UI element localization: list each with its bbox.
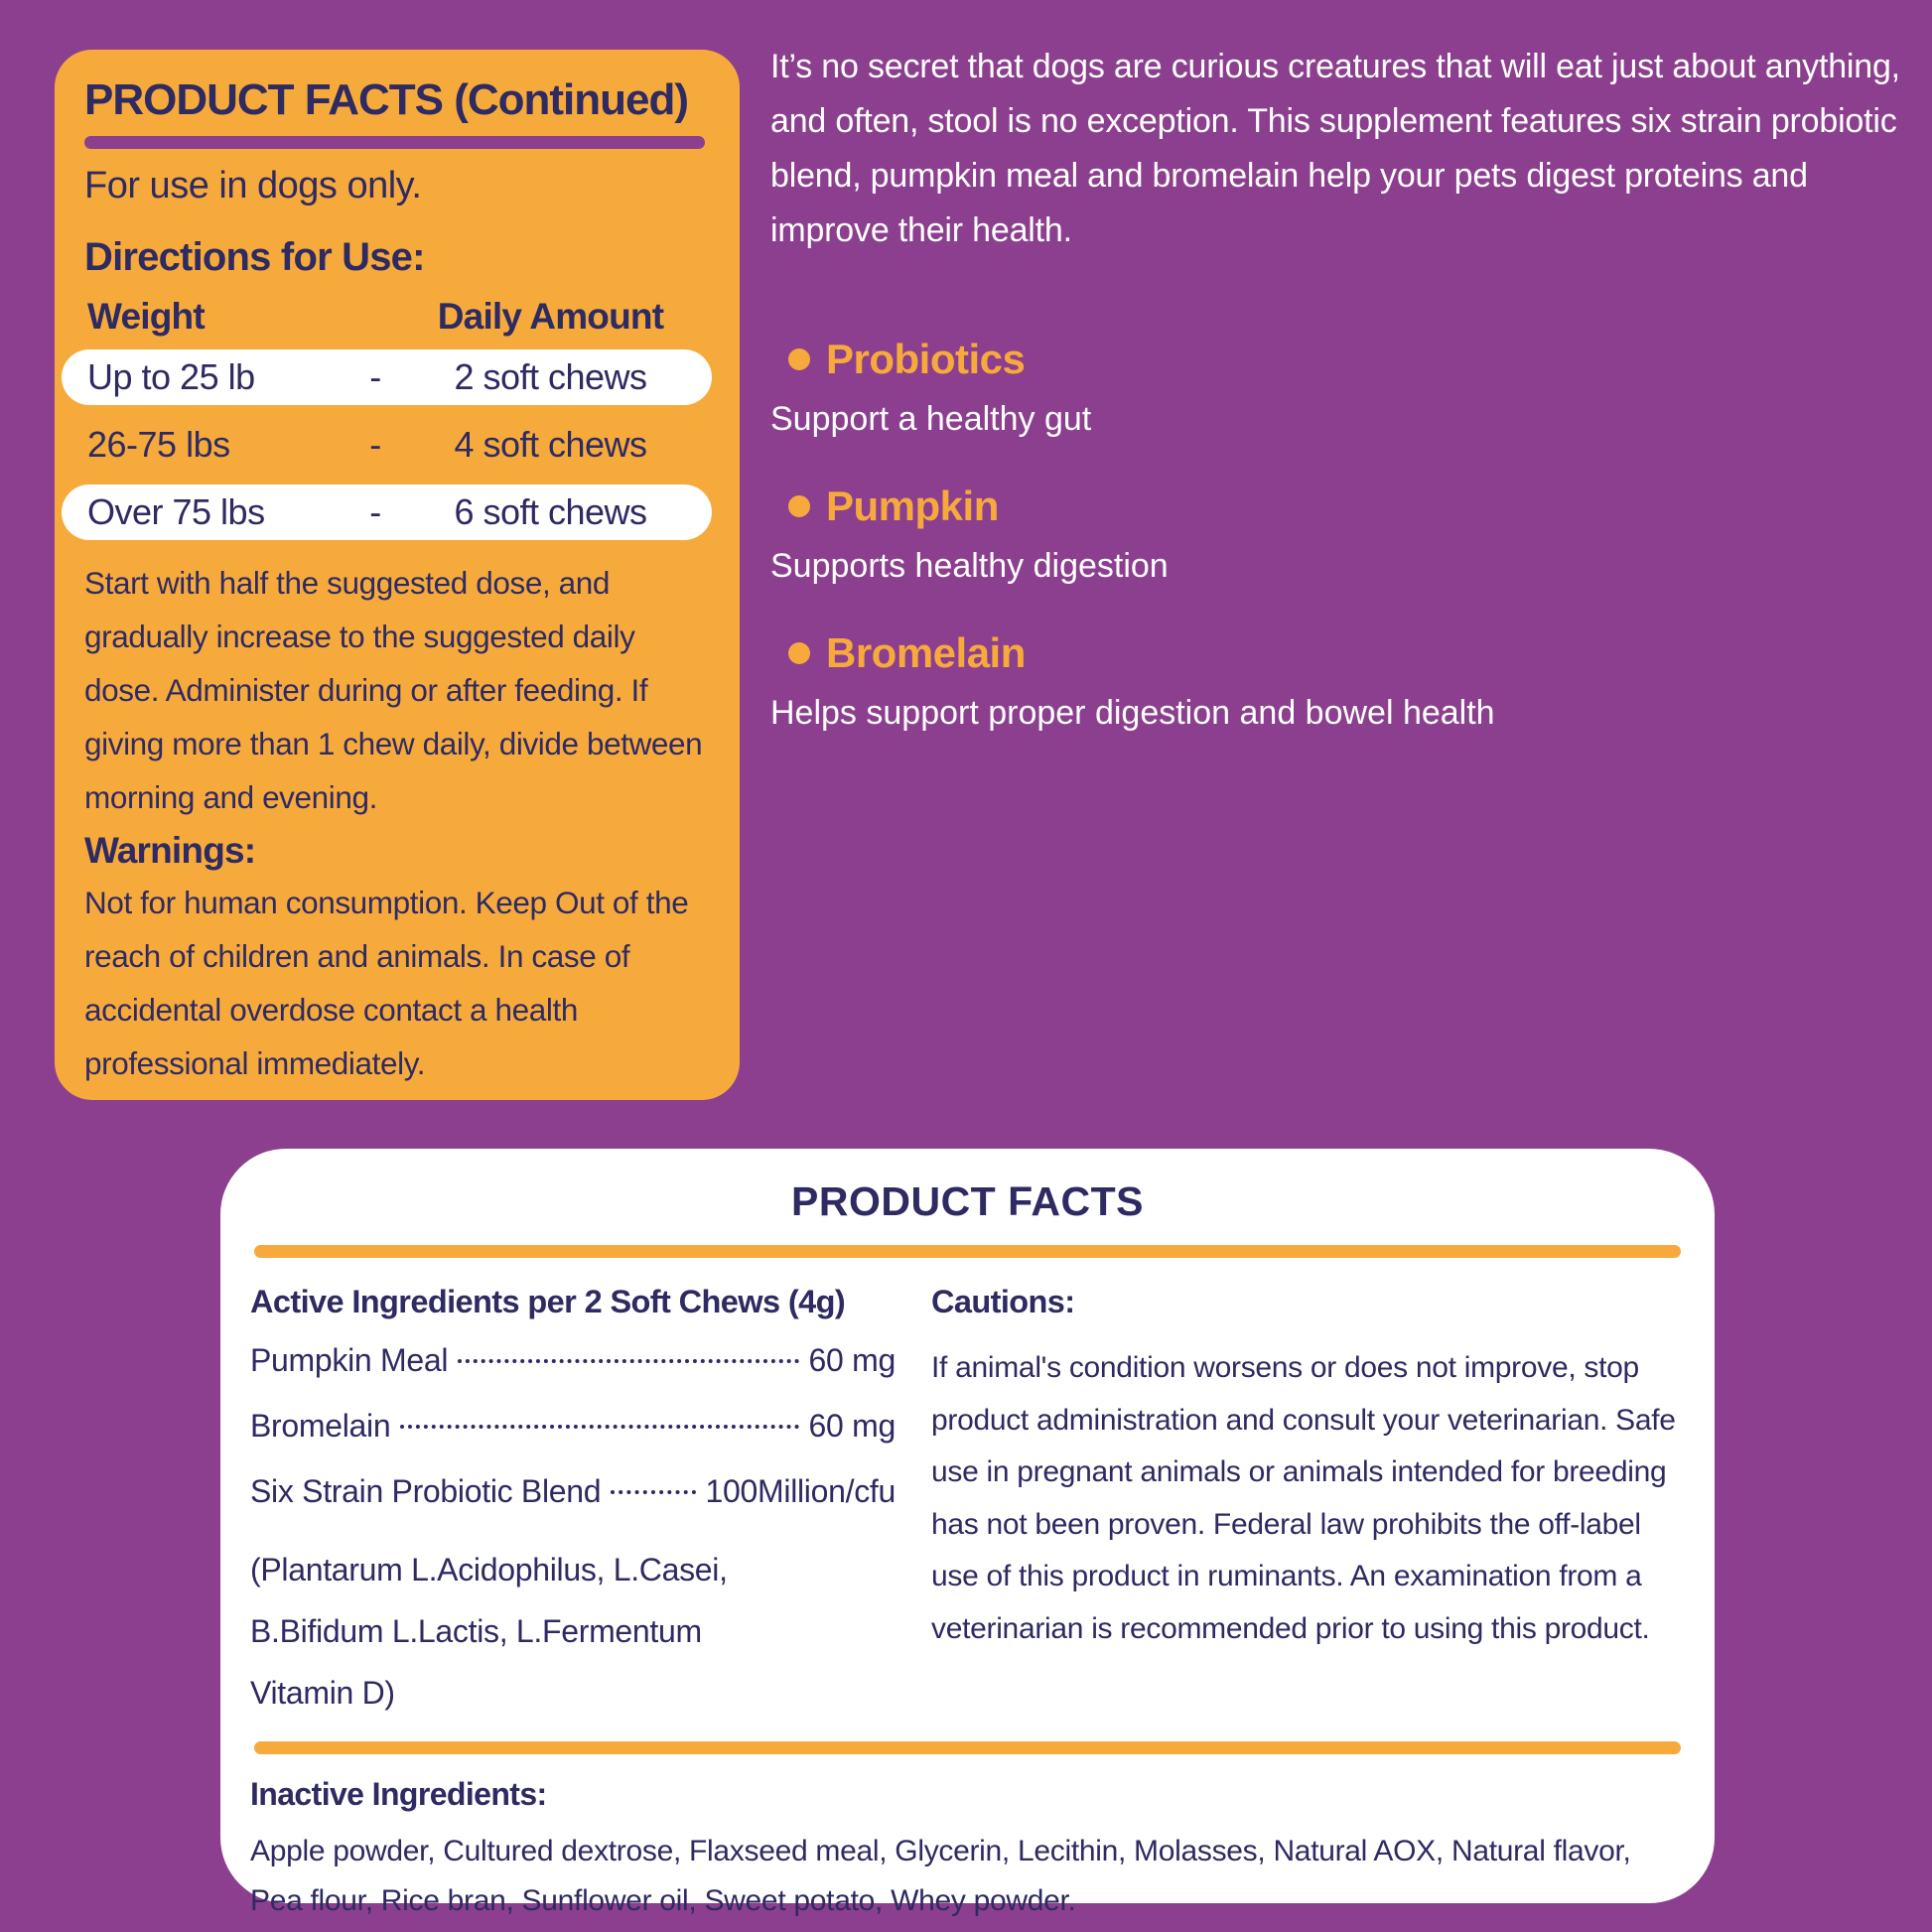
- ingredient-name: Bromelain: [250, 1408, 391, 1444]
- ingredient-row: [250, 1342, 896, 1379]
- bullet-title: Pumpkin: [826, 483, 999, 529]
- dosing-table: [84, 296, 710, 540]
- dotted-leader: [458, 1359, 798, 1363]
- dash-cell: -: [369, 355, 381, 397]
- orange-divider-rule-top: [254, 1245, 1681, 1258]
- orange-divider-rule-bottom: [254, 1741, 1681, 1754]
- ingredient-row: [250, 1408, 896, 1445]
- bullet-description: Supports healthy digestion: [770, 547, 1169, 585]
- directions-heading: Directions for Use:: [84, 234, 425, 279]
- bullet-heading-row: [770, 483, 1902, 530]
- weight-cell: 26-75 lbs: [87, 423, 230, 465]
- bullet-dot-icon: [788, 642, 810, 664]
- daily-amount-column-header: Daily Amount: [437, 295, 664, 337]
- weight-column-header: Weight: [87, 295, 205, 337]
- bullet-description: Support a healthy gut: [770, 400, 1092, 438]
- dosing-note-text: Start with half the suggested dose, and gradually increase to the suggested daily dose. Administer during or after feeding. If giving more than 1 chew daily, divide between morning and evening.: [84, 564, 703, 815]
- warnings-text: Not for human consumption. Keep Out of the reach of children and animals. In case of accidental overdose contact a health professional immediately.: [84, 884, 689, 1081]
- inactive-ingredients-heading: Inactive Ingredients:: [250, 1776, 547, 1812]
- product-facts-title: PRODUCT FACTS: [791, 1178, 1144, 1224]
- product-facts-continued-panel: [55, 50, 740, 1100]
- bullet-heading-row: [770, 629, 1902, 677]
- amount-cell: 4 soft chews: [454, 423, 647, 465]
- bullet-dot-icon: [788, 495, 810, 517]
- for-use-text: For use in dogs only.: [84, 164, 422, 207]
- ingredient-value: 100Million/cfu: [705, 1473, 896, 1509]
- ingredient-name: Six Strain Probiotic Blend: [250, 1473, 602, 1509]
- active-ingredients-heading: Active Ingredients per 2 Soft Chews (4g): [250, 1284, 846, 1319]
- dash-cell: -: [369, 423, 381, 465]
- title-underline-rule: [84, 136, 705, 149]
- table-row: [62, 349, 712, 405]
- bullet-title: Probiotics: [826, 336, 1026, 382]
- intro-section: [770, 40, 1902, 776]
- table-row: [62, 484, 712, 540]
- weight-cell: Up to 25 lb: [87, 355, 255, 397]
- cautions-column: [931, 1284, 1685, 1724]
- benefit-bullet-pumpkin: [770, 483, 1902, 588]
- benefit-bullet-probiotics: [770, 336, 1902, 441]
- warnings-heading: Warnings:: [84, 829, 256, 871]
- dotted-leader: [400, 1425, 798, 1429]
- dosing-table-header: [62, 296, 712, 338]
- bullet-description: Helps support proper digestion and bowel health: [770, 694, 1495, 732]
- cautions-heading: Cautions:: [931, 1284, 1075, 1319]
- inactive-ingredients-text: Apple powder, Cultured dextrose, Flaxseed meal, Glycerin, Lecithin, Molasses, Natural AOX, Natural flavor, Pea flour, Rice bran, Sunflower oil, Sweet potato, Whey powder.: [250, 1835, 1631, 1917]
- cautions-text: If animal's condition worsens or does not improve, stop product administration and consult your veterinarian. Safe use in pregnant animals or animals intended for breeding has not been proven. Federal law prohibits the off-label use of this product in ruminants. An examination from a veterinarian is recommended prior to using this product.: [931, 1351, 1676, 1645]
- probiotic-blend-detail-line: B.Bifidum L.Lactis, L.Fermentum: [250, 1613, 702, 1649]
- table-row: [62, 417, 712, 473]
- intro-paragraph: It’s no secret that dogs are curious creatures that will eat just about anything, and often, stool is no exception. This supplement features six strain probiotic blend, pumpkin meal and bromelain help your pets digest proteins and improve their health.: [770, 48, 1900, 249]
- weight-cell: Over 75 lbs: [87, 490, 265, 532]
- bullet-title: Bromelain: [826, 629, 1026, 676]
- ingredient-value: 60 mg: [808, 1342, 896, 1378]
- ingredient-value: 60 mg: [808, 1408, 896, 1444]
- bullet-heading-row: [770, 336, 1902, 383]
- facts-columns: [250, 1284, 1685, 1724]
- ingredient-row: [250, 1473, 896, 1510]
- ingredient-name: Pumpkin Meal: [250, 1342, 449, 1378]
- dotted-leader: [611, 1490, 695, 1494]
- dash-cell: -: [369, 490, 381, 532]
- amount-cell: 2 soft chews: [454, 355, 647, 397]
- probiotic-blend-detail-line: (Plantarum L.Acidophilus, L.Casei,: [250, 1552, 728, 1587]
- product-facts-panel: [220, 1149, 1715, 1917]
- continued-panel-title: PRODUCT FACTS (Continued): [84, 75, 689, 124]
- bullet-dot-icon: [788, 348, 810, 370]
- benefit-bullet-bromelain: [770, 629, 1902, 735]
- active-ingredients-column: [250, 1284, 896, 1724]
- probiotic-blend-detail-line: Vitamin D): [250, 1675, 395, 1711]
- amount-cell: 6 soft chews: [454, 490, 647, 532]
